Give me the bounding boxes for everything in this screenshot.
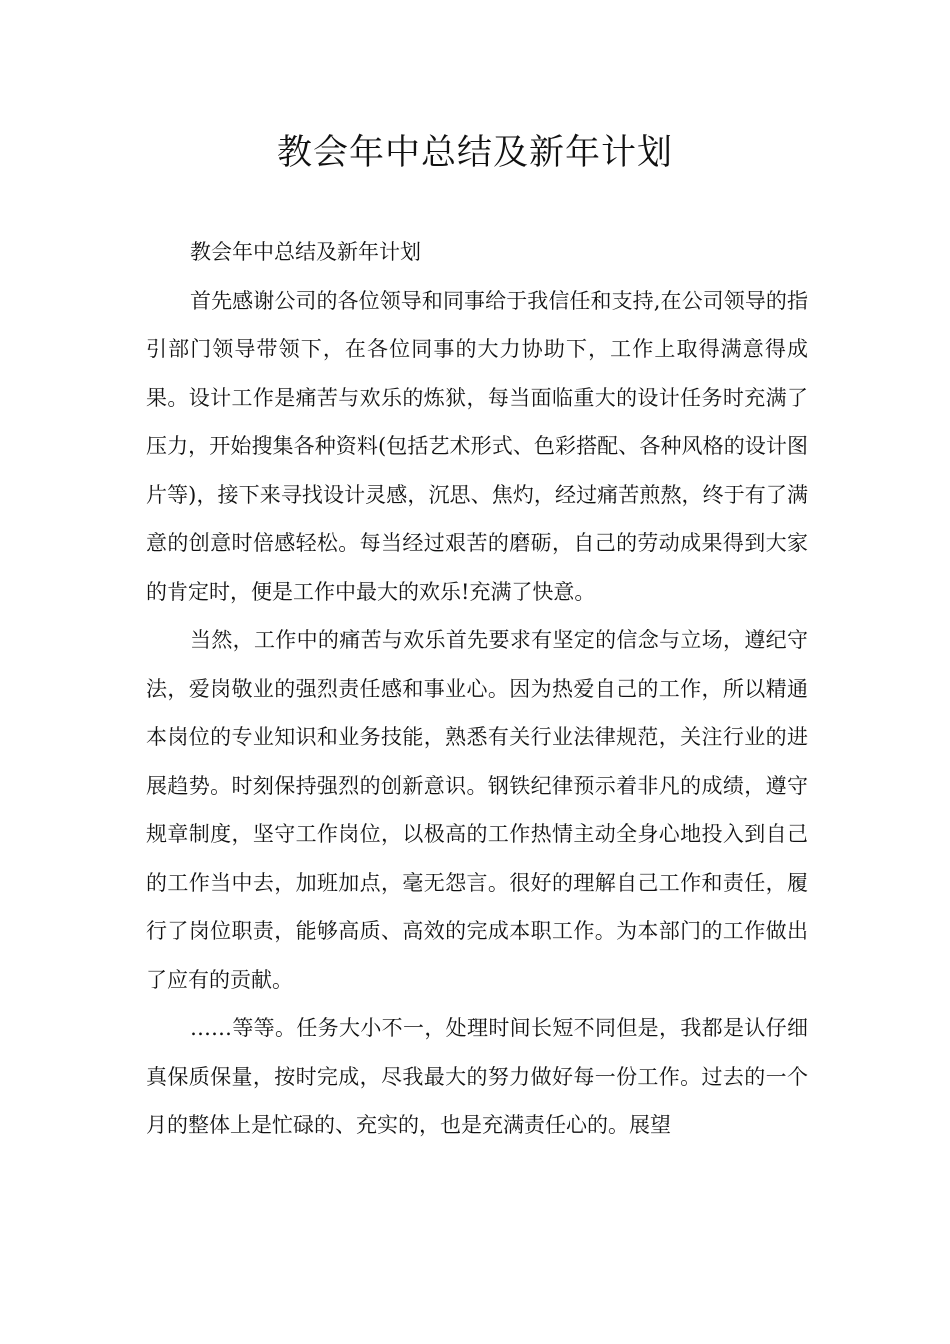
document-title: 教会年中总结及新年计划 bbox=[276, 133, 673, 173]
body-paragraph: ……等等。任务大小不一，处理时间长短不同但是，我都是认仔细真保质保量，按时完成，尽我最大的努力做好每一份工作。过去的一个月的整体上是忙碌的、充实的，也是充满责任心的。展望 bbox=[146, 1016, 808, 1137]
body-paragraph: 首先感谢公司的各位领导和同事给于我信任和支持,在公司领导的指引部门领导带领下，在各位同事的大力协助下，工作上取得满意得成果。设计工作是痛苦与欢乐的炼狱，每当面临重大的设计任务时充满了压力，开始搜集各种资料(包括艺术形式、色彩搭配、各种风格的设计图片等)，接下来寻找设计灵感，沉思、焦灼，经过痛苦煎熬，终于有了满意的创意时倍感轻松。每当经过艰苦的磨砺，自己的劳动成果得到大家的肯定时，便是工作中最大的欢乐!充满了快意。 bbox=[146, 288, 808, 604]
subtitle-paragraph: 教会年中总结及新年计划 bbox=[190, 240, 421, 264]
body-paragraph: 当然，工作中的痛苦与欢乐首先要求有坚定的信念与立场，遵纪守法，爱岗敬业的强烈责任感和事业心。因为热爱自己的工作，所以精通本岗位的专业知识和业务技能，熟悉有关行业法律规范，关注行业的进展趋势。时刻保持强烈的创新意识。钢铁纪律预示着非凡的成绩，遵守规章制度，坚守工作岗位，以极高的工作热情主动全身心地投入到自己的工作当中去，加班加点，毫无怨言。很好的理解自己工作和责任，履行了岗位职责，能够高质、高效的完成本职工作。为本部门的工作做出了应有的贡献。 bbox=[146, 628, 808, 992]
document-body bbox=[146, 228, 808, 1150]
